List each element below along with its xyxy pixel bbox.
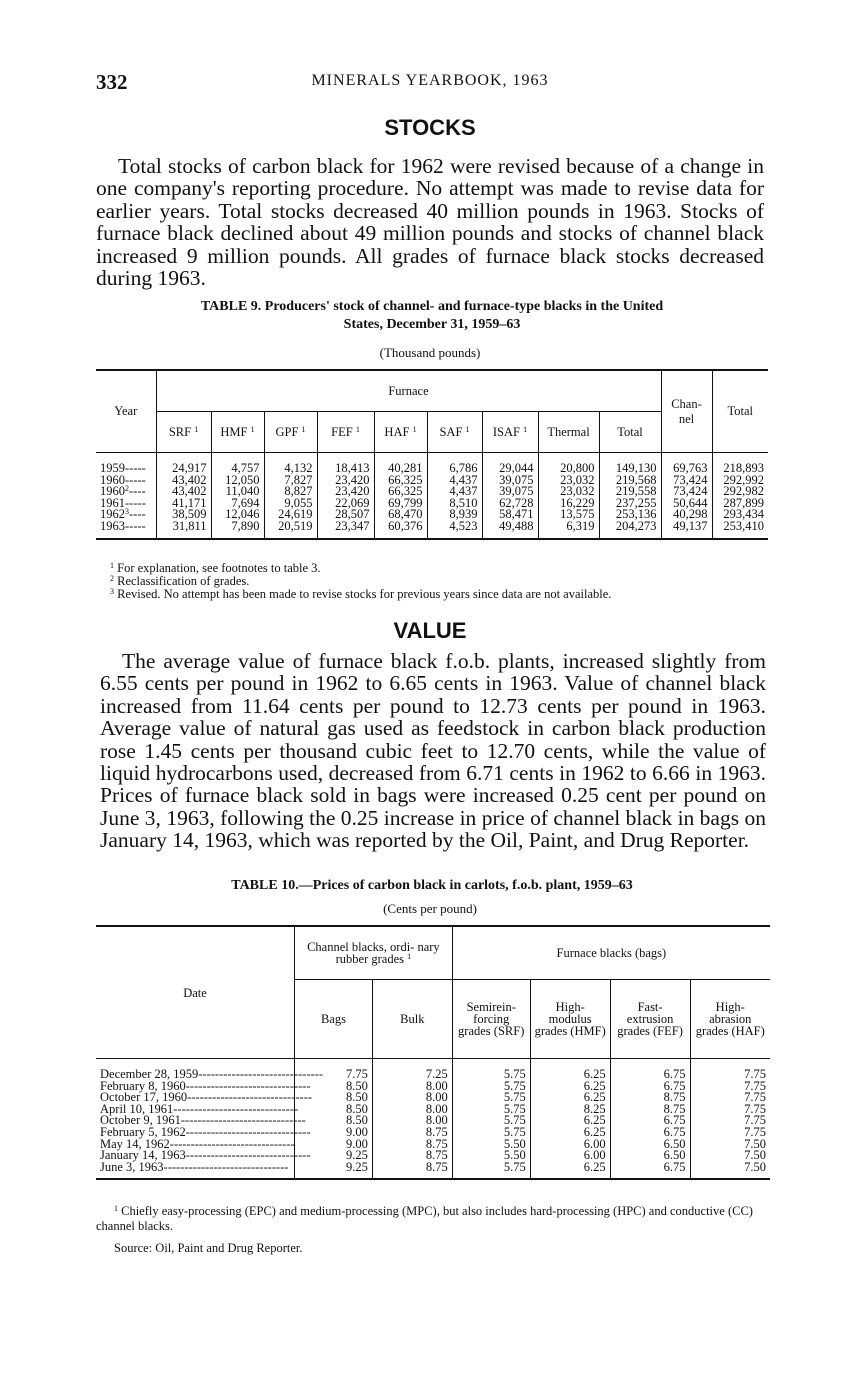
t9-value-cell: 4,757 — [211, 463, 264, 475]
t10-header-channel-group — [295, 926, 453, 980]
t10-date-cell: October 17, 1960------------------------------ — [96, 1092, 295, 1104]
t10-price-cell: 6.25 — [530, 1127, 610, 1139]
t9-value-cell: 4,437 — [427, 486, 482, 498]
t9-header-total: Total — [712, 370, 768, 453]
t10-price-cell: 5.75 — [452, 1104, 530, 1116]
t10-price-cell: 5.75 — [452, 1162, 530, 1174]
t10-price-cell: 6.75 — [610, 1127, 690, 1139]
t10-price-cell: 6.25 — [530, 1092, 610, 1104]
table9 — [96, 369, 768, 540]
t9-subheader-footnote: 1 — [355, 424, 360, 434]
t9-subheader-label: ISAF — [492, 424, 520, 439]
t9-value-cell: 292,982 — [712, 486, 768, 498]
t9-value-cell: 12,046 — [211, 509, 264, 521]
t10-price-cell: 8.50 — [295, 1115, 373, 1127]
t9-subheader-footnote: 1 — [301, 424, 306, 434]
t9-value-cell: 219,558 — [599, 486, 661, 498]
t10-subheader: Semirein- forcing grades (SRF) — [452, 980, 530, 1059]
t9-value-cell: 6,319 — [538, 521, 599, 533]
table9-caption-line1: TABLE 9. Producers' stock of channel- and furnace-type blacks in the United — [200, 299, 664, 314]
table10-footnote-mark: 1 — [114, 1204, 118, 1213]
t10-price-cell: 6.25 — [530, 1162, 610, 1174]
t9-header-channel-line1: Chan- — [671, 396, 702, 411]
t9-end-cell — [599, 533, 661, 539]
t9-year-cell: 1963----- — [96, 521, 156, 533]
t9-subheader-footnote: 1 — [465, 424, 470, 434]
t10-price-cell: 7.50 — [690, 1150, 770, 1162]
t10-price-cell: 7.25 — [372, 1069, 452, 1081]
t9-value-cell: 40,298 — [661, 509, 712, 521]
t9-value-cell: 204,273 — [599, 521, 661, 533]
running-header — [96, 70, 764, 94]
t9-end-cell — [211, 533, 264, 539]
t9-footnote-text: For explanation, see footnotes to table 3. — [117, 561, 321, 575]
t10-header-channel-footnote: 1 — [407, 952, 412, 961]
t9-year-footnote: 3 — [125, 507, 129, 517]
t9-value-cell: 41,171 — [156, 498, 211, 510]
t9-subheader — [317, 412, 374, 453]
t9-footnote-mark: 1 — [110, 561, 114, 570]
t9-value-cell: 4,132 — [264, 463, 317, 475]
t9-end-cell — [482, 533, 538, 539]
t9-value-cell: 43,402 — [156, 486, 211, 498]
t9-header-channel-line2: nel — [678, 411, 695, 426]
t10-price-cell: 8.50 — [295, 1092, 373, 1104]
t9-value-cell: 8,510 — [427, 498, 482, 510]
t9-value-cell: 8,939 — [427, 509, 482, 521]
t9-subheader-label: HMF — [220, 424, 248, 439]
t9-end-cell — [427, 533, 482, 539]
t9-year: 1963 — [100, 518, 125, 533]
t9-end-cell — [96, 533, 156, 539]
t9-header-channel — [661, 370, 712, 453]
t10-date: February 5, 1962 — [100, 1124, 186, 1139]
t9-value-cell: 58,471 — [482, 509, 538, 521]
t9-end-cell — [712, 533, 768, 539]
t10-price-cell: 5.75 — [452, 1127, 530, 1139]
t10-price-cell: 7.75 — [690, 1104, 770, 1116]
t10-end-cell — [96, 1173, 295, 1179]
t10-date-cell: May 14, 1962------------------------------ — [96, 1139, 295, 1151]
t9-subheader-label: FEF — [331, 424, 353, 439]
table10-footnote — [96, 1204, 776, 1234]
t9-value-cell: 43,402 — [156, 475, 211, 487]
t9-end-row — [96, 533, 768, 539]
t9-value-cell: 253,410 — [712, 521, 768, 533]
t10-price-cell: 5.75 — [452, 1115, 530, 1127]
table10-units: (Cents per pound) — [383, 901, 477, 916]
t9-end-cell — [264, 533, 317, 539]
t9-value-cell: 49,488 — [482, 521, 538, 533]
t10-price-cell: 8.25 — [530, 1104, 610, 1116]
t9-value-cell: 16,229 — [538, 498, 599, 510]
t9-value-cell: 50,644 — [661, 498, 712, 510]
table9-footnotes — [110, 562, 611, 601]
t10-date: October 17, 1960 — [100, 1090, 188, 1105]
t9-value-cell: 28,507 — [317, 509, 374, 521]
t10-end-cell — [690, 1173, 770, 1179]
t9-value-cell: 23,032 — [538, 486, 599, 498]
t9-value-cell: 6,786 — [427, 463, 482, 475]
t9-value-cell: 22,069 — [317, 498, 374, 510]
t9-value-cell: 218,893 — [712, 463, 768, 475]
table10-footnote-text: Chiefly easy-processing (EPC) and medium-processing (MPC), but also includes hard-processing (HPC) and conductive (CC) channel blacks. — [96, 1204, 753, 1233]
t10-date-cell: February 5, 1962------------------------------ — [96, 1127, 295, 1139]
t9-value-cell: 13,575 — [538, 509, 599, 521]
t10-date-cell: October 9, 1961------------------------------ — [96, 1115, 295, 1127]
t10-date: May 14, 1962 — [100, 1136, 170, 1151]
table9-caption-line2: States, December 31, 1959–63 — [343, 317, 521, 332]
t10-header-channel-group-label: Channel blacks, ordi- nary rubber grades — [307, 940, 440, 966]
t9-value-cell: 7,694 — [211, 498, 264, 510]
t9-value-cell: 287,899 — [712, 498, 768, 510]
t9-year: 1959 — [100, 461, 125, 475]
table-row — [96, 1162, 770, 1174]
t10-date-cell: December 28, 1959------------------------------ — [96, 1069, 295, 1081]
t10-price-cell: 9.25 — [295, 1150, 373, 1162]
t9-value-cell: 292,992 — [712, 475, 768, 487]
t9-value-cell: 39,075 — [482, 475, 538, 487]
t9-footnote-text: Revised. No attempt has been made to revise stocks for previous years since data are not available. — [117, 587, 612, 601]
t10-subheader: Fast- extrusion grades (FEF) — [610, 980, 690, 1059]
t10-price-cell: 9.00 — [295, 1139, 373, 1151]
running-title: MINERALS YEARBOOK, 1963 — [311, 72, 549, 89]
t10-date: October 9, 1961 — [100, 1113, 181, 1128]
t10-price-cell: 6.75 — [610, 1081, 690, 1093]
t9-year-cell: 1962$^3$---- — [96, 509, 156, 521]
t9-footnote-mark: 3 — [110, 587, 114, 596]
t10-end-cell — [530, 1173, 610, 1179]
t10-subheader: High- modulus grades (HMF) — [530, 980, 610, 1059]
t10-end-cell — [295, 1173, 373, 1179]
t10-date: February 8, 1960 — [100, 1078, 186, 1093]
t9-value-cell: 66,325 — [374, 475, 427, 487]
t10-price-cell: 8.75 — [610, 1092, 690, 1104]
t9-value-cell: 253,136 — [599, 509, 661, 521]
t10-price-cell: 5.75 — [452, 1092, 530, 1104]
t9-year-cell: 1959----- — [96, 463, 156, 475]
table-row — [96, 521, 768, 533]
t9-value-cell: 40,281 — [374, 463, 427, 475]
t9-subheader-footnote: 1 — [194, 424, 199, 434]
t9-value-cell: 9,055 — [264, 498, 317, 510]
t10-price-cell: 7.75 — [295, 1069, 373, 1081]
t9-subheader-label: SAF — [439, 424, 463, 439]
t9-value-cell: 4,437 — [427, 475, 482, 487]
t10-subheader: Bags — [295, 980, 373, 1059]
t9-value-cell: 7,827 — [264, 475, 317, 487]
t9-value-cell: 8,827 — [264, 486, 317, 498]
t10-price-cell: 6.00 — [530, 1139, 610, 1151]
t10-price-cell: 6.50 — [610, 1150, 690, 1162]
t10-price-cell: 6.25 — [530, 1069, 610, 1081]
t10-price-cell: 5.50 — [452, 1139, 530, 1151]
t9-value-cell: 11,040 — [211, 486, 264, 498]
t9-end-cell — [317, 533, 374, 539]
t10-header-furnace-group: Furnace blacks (bags) — [452, 926, 770, 980]
t9-end-cell — [538, 533, 599, 539]
t10-price-cell: 6.50 — [610, 1139, 690, 1151]
t10-price-cell: 8.75 — [372, 1127, 452, 1139]
t9-footnote-mark: 2 — [110, 574, 114, 583]
t9-subheader-label: Total — [617, 424, 643, 439]
t9-year: 1961 — [100, 495, 125, 510]
t10-price-cell: 8.75 — [372, 1162, 452, 1174]
t10-end-row — [96, 1173, 770, 1179]
t10-subheader: High- abrasion grades (HAF) — [690, 980, 770, 1059]
t9-value-cell: 23,347 — [317, 521, 374, 533]
t10-date-cell: January 14, 1963------------------------------ — [96, 1150, 295, 1162]
t9-header-year: Year — [96, 370, 156, 453]
t9-header-furnace: Furnace — [156, 370, 661, 412]
value-paragraph: The average value of furnace black f.o.b. plants, increased slightly from 6.55 cents per pound in 1962 to 6.65 cents in 1963. Value of channel black increased from 11.64 cents per pound to 12.73 cents per pound in 1963. Average value of natural gas used as feedstock in carbon black production rose 1.45 cents per thousand cubic feet to 12.70 cents, while the value of liquid hydrocarbons used, decreased from 6.71 cents in 1962 to 6.66 in 1963. Prices of furnace black sold in bags were increased 0.25 cent per pound on June 3, 1963, following the 0.25 increase in price of channel black in bags on January 14, 1963, which was reported by the Oil, Paint, and Drug Reporter. — [100, 649, 766, 853]
t9-value-cell: 20,519 — [264, 521, 317, 533]
t9-year-cell: 1961----- — [96, 498, 156, 510]
t9-footnote-text: Reclassification of grades. — [117, 574, 250, 588]
t10-price-cell: 8.75 — [372, 1139, 452, 1151]
t10-date-cell: April 10, 1961------------------------------ — [96, 1104, 295, 1116]
t9-footnote — [110, 588, 611, 601]
t10-price-cell: 8.75 — [610, 1104, 690, 1116]
t9-year-cell: 1960$^2$---- — [96, 486, 156, 498]
t9-subheader-footnote: 1 — [250, 424, 255, 434]
t9-value-cell: 7,890 — [211, 521, 264, 533]
t9-value-cell: 4,523 — [427, 521, 482, 533]
t9-year-cell: 1960----- — [96, 475, 156, 487]
t10-price-cell: 6.75 — [610, 1162, 690, 1174]
t9-end-cell — [374, 533, 427, 539]
t10-end-cell — [452, 1173, 530, 1179]
t9-subheader — [599, 412, 661, 453]
t10-date-cell: February 8, 1960------------------------------ — [96, 1081, 295, 1093]
t9-value-cell: 39,075 — [482, 486, 538, 498]
t9-year: 1960 — [100, 484, 125, 499]
t9-subheader — [374, 412, 427, 453]
t10-price-cell: 7.75 — [690, 1127, 770, 1139]
t9-value-cell: 24,917 — [156, 463, 211, 475]
t10-price-cell: 8.00 — [372, 1115, 452, 1127]
t10-price-cell: 9.25 — [295, 1162, 373, 1174]
t9-value-cell: 31,811 — [156, 521, 211, 533]
t9-end-cell — [156, 533, 211, 539]
t9-subheader — [482, 412, 538, 453]
t9-subheader — [538, 412, 599, 453]
t9-value-cell: 66,325 — [374, 486, 427, 498]
t9-value-cell: 237,255 — [599, 498, 661, 510]
t9-value-cell: 23,420 — [317, 486, 374, 498]
value-heading: VALUE — [393, 618, 467, 643]
t9-value-cell: 18,413 — [317, 463, 374, 475]
t10-date: December 28, 1959 — [100, 1067, 199, 1081]
t10-price-cell: 7.50 — [690, 1139, 770, 1151]
t10-price-cell: 9.00 — [295, 1127, 373, 1139]
t9-value-cell: 20,800 — [538, 463, 599, 475]
t9-year: 1960 — [100, 472, 125, 487]
t10-price-cell: 8.50 — [295, 1081, 373, 1093]
t10-end-cell — [372, 1173, 452, 1179]
t10-price-cell: 6.25 — [530, 1115, 610, 1127]
t10-price-cell: 8.50 — [295, 1104, 373, 1116]
t9-subheader-label: HAF — [384, 424, 410, 439]
t9-value-cell: 68,470 — [374, 509, 427, 521]
t9-value-cell: 69,799 — [374, 498, 427, 510]
t9-value-cell: 149,130 — [599, 463, 661, 475]
table10-source: Source: Oil, Paint and Drug Reporter. — [114, 1241, 303, 1255]
t10-price-cell: 7.75 — [690, 1092, 770, 1104]
t10-date: June 3, 1963 — [100, 1159, 164, 1174]
table10 — [96, 925, 770, 1180]
t9-subheader-label: GPF — [275, 424, 299, 439]
t10-price-cell: 8.00 — [372, 1081, 452, 1093]
t10-price-cell: 8.75 — [372, 1150, 452, 1162]
t9-value-cell: 60,376 — [374, 521, 427, 533]
t9-subheader-footnote: 1 — [523, 424, 528, 434]
stocks-paragraph: Total stocks of carbon black for 1962 were revised because of a change in one company's reporting procedure. No attempt was made to revise data for earlier years. Total stocks decreased 40 million pounds in 1963. Stocks of furnace black declined about 49 million pounds and stocks of channel black increased 9 million pounds. All grades of furnace black stocks decreased during 1963. — [96, 154, 764, 291]
table9-caption — [96, 298, 768, 334]
page-number: 332 — [96, 70, 128, 94]
t10-date: April 10, 1961 — [100, 1101, 174, 1116]
t9-subheader — [427, 412, 482, 453]
t9-value-cell: 38,509 — [156, 509, 211, 521]
t9-value-cell: 24,619 — [264, 509, 317, 521]
t10-price-cell: 7.75 — [690, 1069, 770, 1081]
t9-value-cell: 219,568 — [599, 475, 661, 487]
t10-end-cell — [610, 1173, 690, 1179]
t9-value-cell: 12,050 — [211, 475, 264, 487]
t9-subheader-label: Thermal — [547, 424, 590, 439]
t10-price-cell: 5.75 — [452, 1081, 530, 1093]
table10-caption: TABLE 10.—Prices of carbon black in carlots, f.o.b. plant, 1959–63 — [231, 878, 633, 893]
t9-value-cell: 62,728 — [482, 498, 538, 510]
t9-value-cell: 23,032 — [538, 475, 599, 487]
t9-subheader — [211, 412, 264, 453]
t10-price-cell: 5.75 — [452, 1069, 530, 1081]
t9-subheader — [156, 412, 211, 453]
t10-price-cell: 7.50 — [690, 1162, 770, 1174]
t10-subheader: Bulk — [372, 980, 452, 1059]
t9-subheader-label: SRF — [168, 424, 192, 439]
t9-value-cell: 293,434 — [712, 509, 768, 521]
t9-year: 1962 — [100, 507, 125, 522]
t10-price-cell: 6.25 — [530, 1081, 610, 1093]
t9-value-cell: 49,137 — [661, 521, 712, 533]
t10-price-cell: 6.00 — [530, 1150, 610, 1162]
t9-value-cell: 73,424 — [661, 475, 712, 487]
t9-value-cell: 29,044 — [482, 463, 538, 475]
stocks-heading: STOCKS — [384, 115, 476, 140]
t10-price-cell: 8.00 — [372, 1092, 452, 1104]
t10-price-cell: 6.75 — [610, 1115, 690, 1127]
t9-value-cell: 69,763 — [661, 463, 712, 475]
table9-units: (Thousand pounds) — [379, 345, 481, 360]
t9-year-footnote: 2 — [125, 484, 129, 494]
t10-price-cell: 8.00 — [372, 1104, 452, 1116]
t9-value-cell: 23,420 — [317, 475, 374, 487]
t9-end-cell — [661, 533, 712, 539]
t10-date-cell: June 3, 1963------------------------------ — [96, 1162, 295, 1174]
t10-price-cell: 6.75 — [610, 1069, 690, 1081]
t9-subheader-footnote: 1 — [412, 424, 417, 434]
t10-price-cell: 7.75 — [690, 1081, 770, 1093]
t9-value-cell: 73,424 — [661, 486, 712, 498]
t10-price-cell: 7.75 — [690, 1115, 770, 1127]
t10-date: January 14, 1963 — [100, 1148, 186, 1163]
t10-price-cell: 5.50 — [452, 1150, 530, 1162]
t10-header-date: Date — [96, 926, 295, 1059]
t9-subheader — [264, 412, 317, 453]
